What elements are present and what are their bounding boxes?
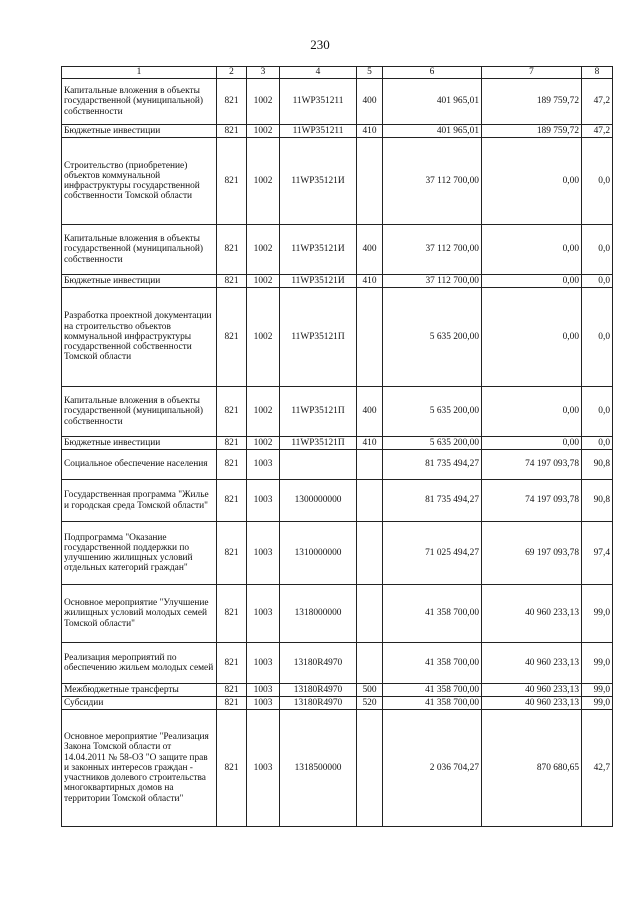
- row-grbs: 821: [217, 125, 247, 138]
- table-row: [62, 450, 613, 480]
- row-grbs: 821: [217, 275, 247, 288]
- row-percent: 47,2: [582, 125, 613, 138]
- row-csr: 1318000000: [280, 585, 357, 643]
- table-row: [62, 79, 613, 125]
- table-row: [62, 125, 613, 138]
- row-vr: 500: [357, 684, 383, 697]
- row-vr: 400: [357, 225, 383, 275]
- page-number: 230: [310, 37, 330, 52]
- row-vr: [357, 522, 383, 585]
- row-percent: 99,0: [582, 697, 613, 710]
- table-row: [62, 643, 613, 684]
- row-csr: 1310000000: [280, 522, 357, 585]
- row-fact: 40 960 233,13: [482, 643, 582, 684]
- row-fact: 74 197 093,78: [482, 480, 582, 522]
- row-percent: 0,0: [582, 138, 613, 225]
- row-fact: 0,00: [482, 138, 582, 225]
- row-fact: 189 759,72: [482, 125, 582, 138]
- row-percent: 0,0: [582, 288, 613, 387]
- row-grbs: 821: [217, 697, 247, 710]
- column-number: 2: [217, 67, 247, 79]
- column-number: 1: [62, 67, 217, 79]
- row-section: 1003: [247, 585, 280, 643]
- row-plan: 41 358 700,00: [383, 684, 482, 697]
- row-section: 1003: [247, 643, 280, 684]
- row-plan: 71 025 494,27: [383, 522, 482, 585]
- table-row: [62, 225, 613, 275]
- row-section: 1002: [247, 288, 280, 387]
- table-row: [62, 480, 613, 522]
- row-section: 1002: [247, 437, 280, 450]
- row-grbs: 821: [217, 79, 247, 125]
- row-percent: 99,0: [582, 684, 613, 697]
- row-name: Капитальные вложения в объекты государственной (муниципальной) собственности: [62, 225, 217, 275]
- row-name: Бюджетные инвестиции: [62, 125, 217, 138]
- row-grbs: 821: [217, 480, 247, 522]
- row-plan: 5 635 200,00: [383, 288, 482, 387]
- row-name: Капитальные вложения в объекты государственной (муниципальной) собственности: [62, 387, 217, 437]
- row-fact: 0,00: [482, 437, 582, 450]
- row-grbs: 821: [217, 288, 247, 387]
- row-name: Государственная программа "Жилье и городская среда Томской области": [62, 480, 217, 522]
- row-percent: 0,0: [582, 437, 613, 450]
- table-row: [62, 585, 613, 643]
- row-percent: 90,8: [582, 450, 613, 480]
- column-number: 6: [383, 67, 482, 79]
- row-csr: 1300000000: [280, 480, 357, 522]
- column-number: 5: [357, 67, 383, 79]
- table-row: [62, 288, 613, 387]
- budget-table: [61, 66, 613, 827]
- row-section: 1002: [247, 125, 280, 138]
- row-plan: 37 112 700,00: [383, 138, 482, 225]
- column-number-row: [62, 67, 613, 79]
- row-vr: [357, 585, 383, 643]
- row-section: 1003: [247, 684, 280, 697]
- row-fact: 870 680,65: [482, 710, 582, 827]
- row-csr: 11WP35121И: [280, 275, 357, 288]
- row-csr: 11WP35121П: [280, 437, 357, 450]
- column-number: 8: [582, 67, 613, 79]
- row-plan: 37 112 700,00: [383, 225, 482, 275]
- row-grbs: 821: [217, 643, 247, 684]
- row-grbs: 821: [217, 710, 247, 827]
- table-row: [62, 710, 613, 827]
- row-grbs: 821: [217, 387, 247, 437]
- row-name: Подпрограмма "Оказание государственной поддержки по улучшению жилищных условий отдельных категорий граждан": [62, 522, 217, 585]
- row-grbs: 821: [217, 450, 247, 480]
- row-fact: 0,00: [482, 288, 582, 387]
- row-percent: 99,0: [582, 585, 613, 643]
- row-percent: 97,4: [582, 522, 613, 585]
- row-fact: 74 197 093,78: [482, 450, 582, 480]
- table-row: [62, 522, 613, 585]
- row-section: 1002: [247, 275, 280, 288]
- row-vr: 400: [357, 79, 383, 125]
- row-vr: [357, 643, 383, 684]
- row-grbs: 821: [217, 522, 247, 585]
- row-name: Межбюджетные трансферты: [62, 684, 217, 697]
- row-grbs: 821: [217, 138, 247, 225]
- row-plan: 37 112 700,00: [383, 275, 482, 288]
- row-vr: 410: [357, 275, 383, 288]
- table-row: [62, 437, 613, 450]
- row-fact: 0,00: [482, 387, 582, 437]
- row-fact: 69 197 093,78: [482, 522, 582, 585]
- row-name: Бюджетные инвестиции: [62, 275, 217, 288]
- row-percent: 90,8: [582, 480, 613, 522]
- row-section: 1002: [247, 138, 280, 225]
- row-fact: 40 960 233,13: [482, 684, 582, 697]
- row-vr: 410: [357, 437, 383, 450]
- row-plan: 5 635 200,00: [383, 387, 482, 437]
- row-csr: 11WP35121П: [280, 387, 357, 437]
- row-fact: 0,00: [482, 275, 582, 288]
- row-plan: 41 358 700,00: [383, 585, 482, 643]
- table-row: [62, 387, 613, 437]
- row-vr: 520: [357, 697, 383, 710]
- row-plan: 5 635 200,00: [383, 437, 482, 450]
- row-plan: 81 735 494,27: [383, 450, 482, 480]
- row-plan: 41 358 700,00: [383, 643, 482, 684]
- row-grbs: 821: [217, 225, 247, 275]
- row-name: Субсидии: [62, 697, 217, 710]
- row-csr: 11WP351211: [280, 125, 357, 138]
- row-grbs: 821: [217, 437, 247, 450]
- row-percent: 47,2: [582, 79, 613, 125]
- row-section: 1003: [247, 697, 280, 710]
- row-percent: 42,7: [582, 710, 613, 827]
- row-csr: 11WP35121П: [280, 288, 357, 387]
- row-csr: 13180R4970: [280, 684, 357, 697]
- row-grbs: 821: [217, 684, 247, 697]
- row-fact: 0,00: [482, 225, 582, 275]
- row-percent: 99,0: [582, 643, 613, 684]
- row-percent: 0,0: [582, 275, 613, 288]
- row-csr: 13180R4970: [280, 643, 357, 684]
- row-fact: 189 759,72: [482, 79, 582, 125]
- row-section: 1003: [247, 450, 280, 480]
- table-row: [62, 697, 613, 710]
- row-plan: 401 965,01: [383, 125, 482, 138]
- row-name: Реализация мероприятий по обеспечению жильем молодых семей: [62, 643, 217, 684]
- row-name: Основное мероприятие "Реализация Закона Томской области от 14.04.2011 № 58-ОЗ "О защите прав и законных интересов граждан - участников долевого строительства многоквартирных домов на территории Томской области": [62, 710, 217, 827]
- row-name: Капитальные вложения в объекты государственной (муниципальной) собственности: [62, 79, 217, 125]
- row-plan: 81 735 494,27: [383, 480, 482, 522]
- row-csr: 11WP35121И: [280, 138, 357, 225]
- row-name: Основное мероприятие "Улучшение жилищных условий молодых семей Томской области": [62, 585, 217, 643]
- table-row: [62, 138, 613, 225]
- row-vr: [357, 480, 383, 522]
- row-plan: 41 358 700,00: [383, 697, 482, 710]
- table-row: [62, 684, 613, 697]
- row-csr: 1318500000: [280, 710, 357, 827]
- row-csr: 11WP351211: [280, 79, 357, 125]
- column-number: 7: [482, 67, 582, 79]
- row-name: Разработка проектной документации на строительство объектов коммунальной инфраструктуры государственной собственности Томской области: [62, 288, 217, 387]
- row-section: 1002: [247, 387, 280, 437]
- row-percent: 0,0: [582, 387, 613, 437]
- row-name: Социальное обеспечение населения: [62, 450, 217, 480]
- row-section: 1003: [247, 710, 280, 827]
- row-vr: 400: [357, 387, 383, 437]
- row-section: 1002: [247, 79, 280, 125]
- row-section: 1003: [247, 522, 280, 585]
- row-grbs: 821: [217, 585, 247, 643]
- row-section: 1002: [247, 225, 280, 275]
- row-name: Бюджетные инвестиции: [62, 437, 217, 450]
- row-vr: [357, 288, 383, 387]
- row-vr: [357, 138, 383, 225]
- row-name: Строительство (приобретение) объектов коммунальной инфраструктуры государственной собственности Томской области: [62, 138, 217, 225]
- row-fact: 40 960 233,13: [482, 697, 582, 710]
- row-vr: [357, 450, 383, 480]
- row-csr: [280, 450, 357, 480]
- row-plan: 401 965,01: [383, 79, 482, 125]
- row-csr: 11WP35121И: [280, 225, 357, 275]
- row-vr: 410: [357, 125, 383, 138]
- table-row: [62, 275, 613, 288]
- row-section: 1003: [247, 480, 280, 522]
- row-percent: 0,0: [582, 225, 613, 275]
- column-number: 4: [280, 67, 357, 79]
- row-plan: 2 036 704,27: [383, 710, 482, 827]
- row-fact: 40 960 233,13: [482, 585, 582, 643]
- row-csr: 13180R4970: [280, 697, 357, 710]
- row-vr: [357, 710, 383, 827]
- column-number: 3: [247, 67, 280, 79]
